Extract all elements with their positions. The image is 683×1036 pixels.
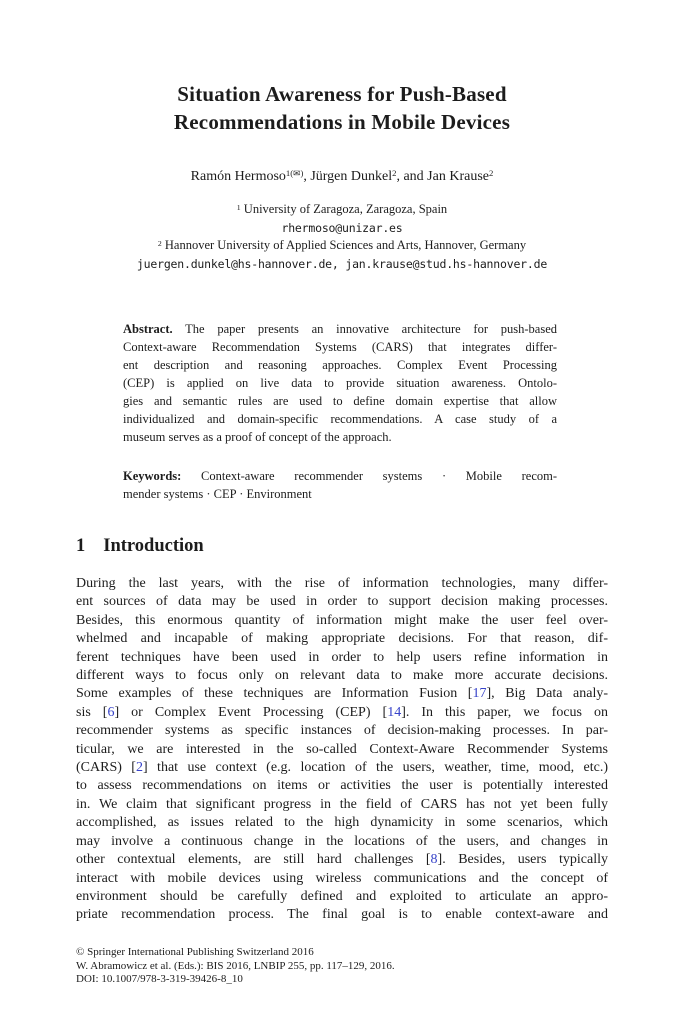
paragraph-line: whelmed and incapable of making appropriate decisions. For that reason, dif- xyxy=(76,631,608,647)
paragraph-label: Abstract. xyxy=(123,322,173,336)
paragraph-line: (CARS) [2] that use context (e.g. location of the users, weather, time, mood, etc.) xyxy=(76,760,609,776)
abstract-line: ent description and reasoning approaches. Complex Event Processing xyxy=(123,358,557,372)
paper-title-line2: Recommendations in Mobile Devices xyxy=(173,110,511,134)
keywords-line: Keywords: Context-aware recommender systems · Mobile recom- xyxy=(123,469,557,483)
keywords xyxy=(123,467,557,503)
affiliation-institution: University of Zaragoza, Zaragoza, Spain xyxy=(243,202,448,216)
affiliations xyxy=(76,201,608,273)
author-affiliation-marker: ) xyxy=(300,168,304,179)
author-affiliation-marker: 2 xyxy=(489,168,494,179)
paragraph-label: Keywords: xyxy=(123,469,182,483)
paragraph-line: sis [6] or Complex Event Processing (CEP) [14]. In this paper, we focus on xyxy=(76,704,608,720)
paragraph-line: ferent techniques have been used in order to help users refine information in xyxy=(76,649,608,665)
abstract-line: individualized and domain-specific recommendations. A case study of a xyxy=(123,412,557,426)
paragraph-line: accomplished, as issues related to the high dynamicity in some scenarios, which xyxy=(76,815,608,831)
author-line xyxy=(76,168,608,186)
paragraph-line: environment should be carefully defined and exploited to articulate an appro- xyxy=(76,888,608,904)
paragraph-line: ticular, we are interested in the so-called Context-Aware Recommender Systems xyxy=(76,741,608,757)
citation-link[interactable]: 6 xyxy=(107,704,115,720)
paragraph-line: may involve a continuous change in the locations of the users, and changes in xyxy=(76,833,608,849)
affiliation-line xyxy=(76,201,608,220)
affiliation-email: rhermoso@unizar.es xyxy=(281,220,403,235)
abstract-line: gies and semantic rules are used to define domain expertise that allow xyxy=(123,394,557,408)
abstract-line: Abstract. The paper presents an innovative architecture for push-based xyxy=(123,322,557,336)
paragraph-line: other contextual elements, are still hard challenges [8]. Besides, users typically xyxy=(76,852,608,868)
paragraph-line: recommender systems as specific instances of decision-making processes. In par- xyxy=(76,723,608,739)
author-name: Ramón Hermoso xyxy=(190,169,286,184)
paragraph-line: Some examples of these techniques are Information Fusion [17], Big Data analy- xyxy=(76,686,608,702)
section-title: Introduction xyxy=(103,536,204,556)
paragraph-line: to assess recommendations on items or activities the user is potentially interested xyxy=(76,778,608,794)
affiliation-institution: Hannover University of Applied Sciences and Arts, Hannover, Germany xyxy=(164,238,527,252)
footer-editors: W. Abramowicz et al. (Eds.): BIS 2016, LNBIP 255, pp. 117–129, 2016. xyxy=(76,959,395,972)
paragraph-line: in. We claim that significant progress in the field of CARS has not yet been fully xyxy=(76,796,608,812)
section-heading xyxy=(76,535,608,557)
abstract-line: (CEP) is applied on live data to provide situation awareness. Ontolo- xyxy=(123,376,557,390)
citation-link[interactable]: 2 xyxy=(135,760,143,776)
footer-copyright: © Springer International Publishing Switzerland 2016 xyxy=(76,946,314,959)
intro-paragraph xyxy=(76,575,608,925)
envelope-icon: ✉ xyxy=(293,168,301,179)
abstract-line: Context-aware Recommendation Systems (CARS) that integrates differ- xyxy=(123,340,557,354)
citation-link[interactable]: 8 xyxy=(430,852,438,868)
section-number: 1 xyxy=(76,536,86,556)
author-affiliation-marker: 1( xyxy=(285,168,294,179)
citation-link[interactable]: 14 xyxy=(387,704,402,720)
paper-title-line1: Situation Awareness for Push-Based xyxy=(177,82,507,106)
author-name: , and Jan Krause xyxy=(396,169,489,184)
paragraph-line: During the last years, with the rise of information technologies, many differ- xyxy=(76,576,608,591)
author-affiliation-marker: 2 xyxy=(392,168,397,179)
affiliation-marker: 1 xyxy=(236,202,241,212)
abstract xyxy=(123,320,557,446)
affiliation-line xyxy=(76,237,608,256)
affiliation-marker: 2 xyxy=(157,238,162,248)
footer-doi: DOI: 10.1007/978-3-319-39426-8_10 xyxy=(76,972,243,985)
paper-title xyxy=(76,80,608,136)
citation-link[interactable]: 17 xyxy=(472,686,487,702)
paragraph-line: Besides, this enormous quantity of information might make the user feel over- xyxy=(76,612,608,628)
affiliation-email: juergen.dunkel@hs-hannover.de, jan.krause@stud.hs-hannover.de xyxy=(136,256,548,271)
paragraph-line: interact with mobile devices using wireless communications and the concept of xyxy=(76,870,608,886)
abstract-line: museum serves as a proof of concept of the approach. xyxy=(123,430,392,444)
author-name: , Jürgen Dunkel xyxy=(303,169,393,184)
paragraph-line: priate recommendation process. The final goal is to enable context-aware and xyxy=(76,907,608,923)
footer xyxy=(76,946,608,986)
paragraph-line: ent sources of data may be used in order to support decision making processes. xyxy=(76,594,608,610)
paragraph-line: different ways to focus only on relevant data to make more accurate decisions. xyxy=(76,668,608,684)
keywords-line: mender systems · CEP · Environment xyxy=(123,487,312,501)
